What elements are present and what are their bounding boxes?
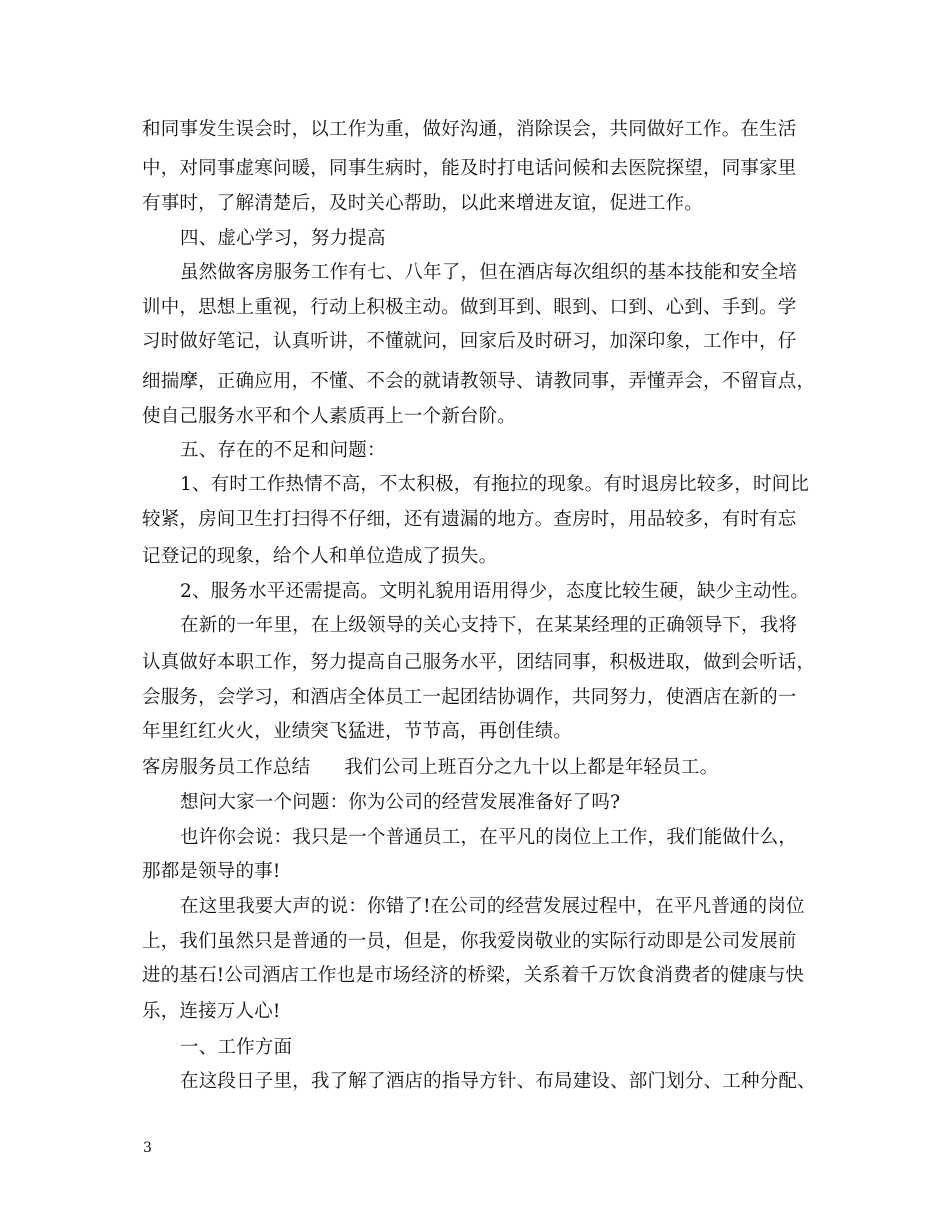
title-line: [142, 756, 718, 780]
section-heading: 五、存在的不足和问题：: [180, 440, 386, 461]
text-line: 习时做好笔记，认真听讲，不懂就问，回家后及时研习，加深印象，工作中，仔: [142, 331, 797, 352]
text-line: 在新的一年里，在上级领导的关心支持下，在某某经理的正确领导下，我将: [180, 615, 798, 636]
text-line: 想问大家一个问题：你为公司的经营发展准备好了吗?: [180, 792, 621, 813]
text-line: 进的基石!公司酒店工作也是市场经济的桥梁，关系着千万饮食消费者的健康与快: [142, 965, 805, 986]
text-line: 乐，连接万人心!: [142, 1001, 281, 1022]
document-title: 客房服务员工作总结: [142, 757, 311, 778]
text-line: 细揣摩，正确应用，不懂、不会的就请教领导、请教同事，弄懂弄会，不留盲点，: [142, 371, 816, 392]
text-line: 认真做好本职工作，努力提高自己服务水平，团结同事，积极进取，做到会听话，: [142, 652, 816, 673]
text-line: 中，对同事虚寒问暖，同事生病时，能及时打电话问候和去医院探望，同事家里: [142, 158, 797, 179]
page-number: 3: [143, 1140, 152, 1156]
text-line: 在这里我要大声的说：你错了!在公司的经营发展过程中，在平凡普通的岗位: [180, 896, 805, 917]
text-line: 训中，思想上重视，行动上积极主动。做到耳到、眼到、口到、心到、手到。学: [142, 297, 797, 318]
title-line-text: 我们公司上班百分之九十以上都是年轻员工。: [344, 757, 719, 778]
text-line: 使自己服务水平和个人素质再上一个新台阶。: [142, 406, 517, 427]
text-line: 2、服务水平还需提高。文明礼貌用语用得少，态度比较生硬，缺少主动性。: [180, 581, 810, 602]
text-line: 上，我们虽然只是普通的一员，但是，你我爱岗敬业的实际行动即是公司发展前: [142, 931, 797, 952]
text-line: 在这段日子里，我了解了酒店的指导方针、布局建设、部门划分、工种分配、: [180, 1071, 816, 1092]
text-line: 年里红红火火，业绩突飞猛进，节节高，再创佳绩。: [142, 721, 573, 742]
text-line: 和同事发生误会时，以工作为重，做好沟通，消除误会，共同做好工作。在生活: [142, 119, 797, 140]
text-line: 1、有时工作热情不高，不太积极，有拖拉的现象。有时退房比较多，时间比: [180, 474, 810, 495]
text-line: 虽然做客房服务工作有七、八年了，但在酒店每次组织的基本技能和安全培: [180, 262, 798, 283]
text-line: 较紧，房间卫生打扫得不仔细，还有遗漏的地方。查房时，用品较多，有时有忘: [142, 509, 797, 530]
text-line: 会服务，会学习，和酒店全体员工一起团结协调作，共同努力，使酒店在新的一: [142, 687, 797, 708]
text-line: 那都是领导的事!: [142, 861, 281, 882]
text-line: 有事时，了解清楚后，及时关心帮助，以此来增进友谊，促进工作。: [142, 193, 704, 214]
section-heading: 四、虚心学习，努力提高: [180, 228, 386, 249]
section-heading: 一、工作方面: [180, 1037, 293, 1058]
text-line: 记登记的现象，给个人和单位造成了损失。: [142, 546, 498, 567]
text-line: 也许你会说：我只是一个普通员工，在平凡的岗位上工作，我们能做什么，: [180, 827, 798, 848]
